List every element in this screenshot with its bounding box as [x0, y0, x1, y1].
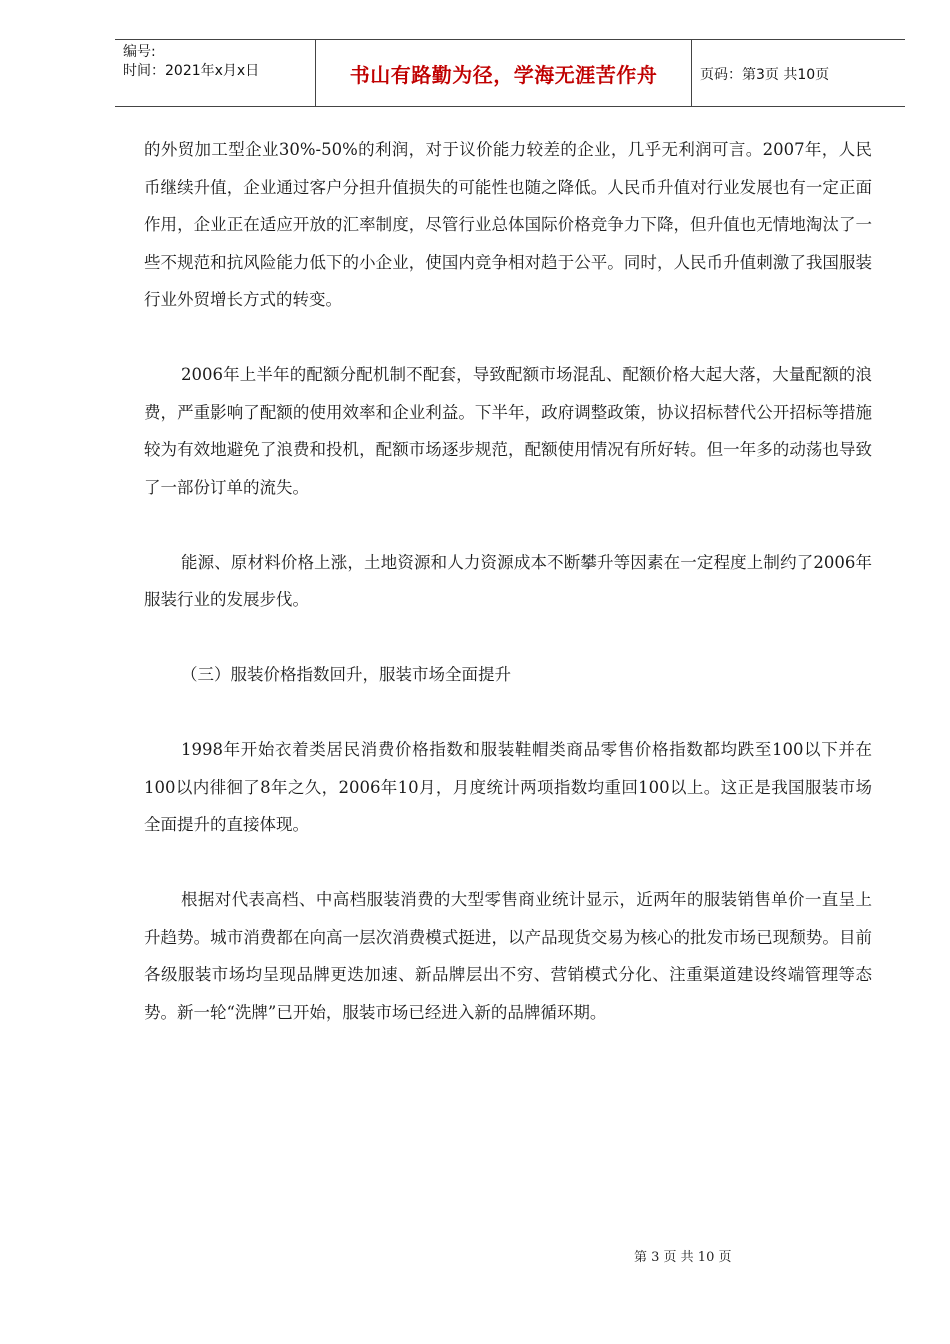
- paragraph-price-index: 1998年开始衣着类居民消费价格指数和服装鞋帽类商品零售价格指数都均跌至100以下并在100以内徘徊了8年之久，2006年10月，月度统计两项指数均重回100以上。这正是我国服装市场全面提升的直接体现。: [144, 740, 872, 834]
- document-body: [144, 131, 872, 1031]
- document-number-label: 编号:: [123, 44, 156, 60]
- section-heading: （三）服装价格指数回升，服装市场全面提升: [181, 665, 511, 684]
- paragraph-quota: 2006年上半年的配额分配机制不配套，导致配额市场混乱、配额价格大起大落，大量配额的浪费，严重影响了配额的使用效率和企业利益。下半年，政府调整政策，协议招标替代公开招标等措施较为有效地避免了浪费和投机，配额市场逐步规范，配额使用情况有所好转。但一年多的动荡也导致了一部份订单的流失。: [144, 365, 872, 497]
- paragraph-costs: 能源、原材料价格上涨，土地资源和人力资源成本不断攀升等因素在一定程度上制约了2006年服装行业的发展步伐。: [144, 552, 872, 609]
- page-header: [115, 39, 905, 107]
- paragraph-retail: 根据对代表高档、中高档服装消费的大型零售商业统计显示，近两年的服装销售单价一直呈上升趋势。城市消费都在向高一层次消费模式挺进，以产品现货交易为核心的批发市场已现颓势。目前各级服装市场均呈现品牌更迭加速、新品牌层出不穷、营销模式分化、注重渠道建设终端管理等态势。新一轮“洗牌”已开始，服装市场已经进入新的品牌循环期。: [144, 890, 872, 1022]
- page-footer: 第 3 页 共 10 页: [634, 1250, 732, 1265]
- document-time-label: 时间：2021年x月x日: [123, 63, 260, 79]
- header-page-number: 页码：第3页 共10页: [700, 67, 830, 83]
- paragraph-continuation: 的外贸加工型企业30%-50%的利润，对于议价能力较差的企业，几乎无利润可言。2007年，人民币继续升值，企业通过客户分担升值损失的可能性也随之降低。人民币升值对行业发展也有一定正面作用，企业正在适应开放的汇率制度，尽管行业总体国际价格竞争力下降，但升值也无情地淘汰了一些不规范和抗风险能力低下的小企业，使国内竞争相对趋于公平。同时，人民币升值刺激了我国服装行业外贸增长方式的转变。: [144, 140, 872, 309]
- header-motto: 书山有路勤为径，学海无涯苦作舟: [315, 40, 692, 106]
- header-meta: [123, 43, 259, 81]
